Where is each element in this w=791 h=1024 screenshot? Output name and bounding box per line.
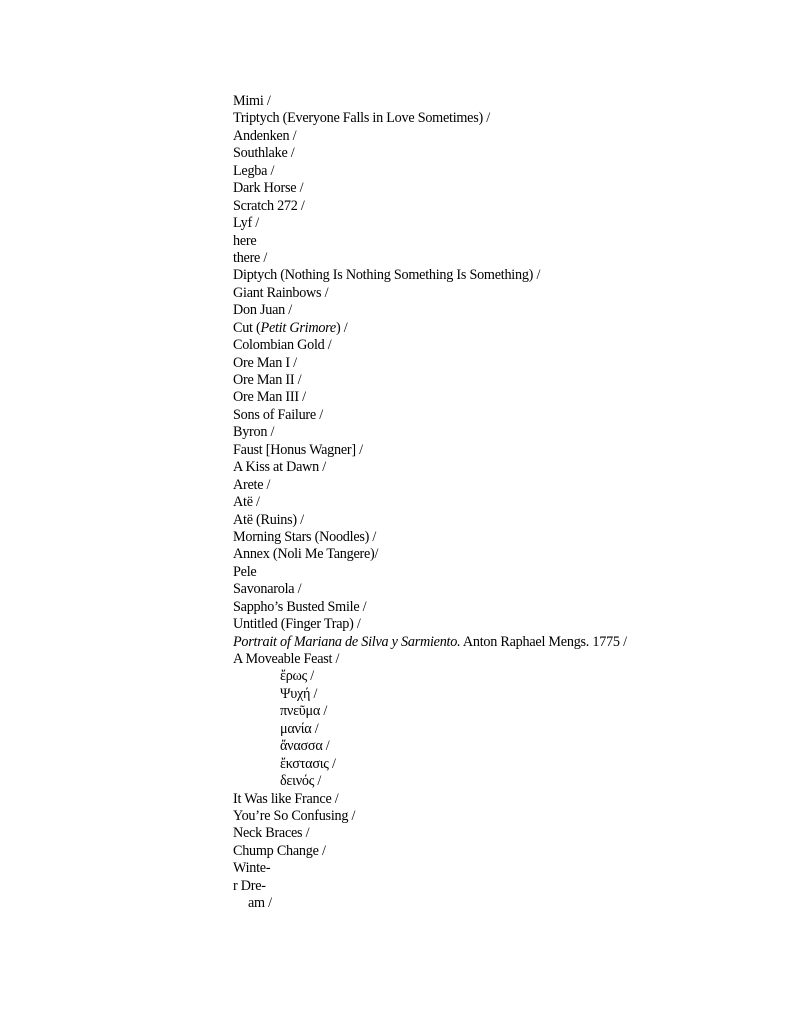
poem-line-text: Anton Raphael Mengs. 1775 / [460,633,627,650]
poem-line-text: ) / [335,319,348,336]
poem-line: Ore Man I / [233,354,297,371]
poem-line: Sappho’s Busted Smile / [233,598,367,615]
poem-line: Giant Rainbows / [233,284,329,301]
poem-line: μανία / [280,720,319,737]
poem-line: Don Juan / [233,302,292,319]
poem-line: πνεῦμα / [280,703,328,720]
poem-line: Byron / [233,424,275,441]
poem-line: there / [233,249,268,266]
poem-line: Scratch 272 / [233,197,305,214]
poem-line: Triptych (Everyone Falls in Love Sometimes) / [233,110,490,127]
poem-line: here [233,232,257,249]
poem-body [233,93,627,913]
poem-line [233,320,627,337]
poem-line: Sons of Failure / [233,406,323,423]
poem-line: Diptych (Nothing Is Nothing Something Is Something) / [233,267,541,284]
poem-line: ἄνασσα / [280,738,330,755]
poem-line: A Kiss at Dawn / [233,459,326,476]
poem-line: Lyf / [233,215,259,232]
poem-line: Legba / [233,162,275,179]
poem-line: Morning Stars (Noodles) / [233,528,377,545]
poem-line: Andenken / [233,127,297,144]
poem-line: It Was like France / [233,790,339,807]
poem-line: Ore Man II / [233,372,302,388]
poem-line: A Moveable Feast / [233,651,340,667]
poem-line: Pele [233,563,257,580]
poem-line-italic: Petit Grimore [260,319,336,336]
poem-line-text: Cut ( [233,319,261,336]
poem-line: Atë / [233,494,260,511]
poem-line-italic: Portrait of Mariana de Silva y Sarmiento. [233,633,461,650]
poem-line: Winte- [233,860,271,877]
poem-line: Dark Horse / [233,180,304,197]
poem-line: ἔκστασις / [280,755,336,772]
poem-line: am / [248,895,272,912]
poem-line: Arete / [233,476,271,493]
poem-line: Ore Man III / [233,389,306,406]
poem-line: Southlake / [233,145,295,162]
poem-line: You’re So Confusing / [233,807,356,824]
poem-line: Chump Change / [233,842,326,859]
poem-line: Faust [Honus Wagner] / [233,441,363,458]
poem-line: Ψυχή / [280,685,318,702]
poem-line: Colombian Gold / [233,337,332,354]
poem-line: Untitled (Finger Trap) / [233,616,361,633]
poem-line: r Dre- [233,877,266,894]
poem-line: Atë (Ruins) / [233,511,304,528]
poem-line: Savonarola / [233,581,302,598]
poem-line: Neck Braces / [233,825,310,842]
poem-line: δεινός / [280,773,322,790]
poem-line: ἔρως / [280,668,314,685]
poem-line: Annex (Noli Me Tangere)/ [233,546,379,563]
poem-line [233,634,627,651]
poem-line: Mimi / [233,93,271,109]
